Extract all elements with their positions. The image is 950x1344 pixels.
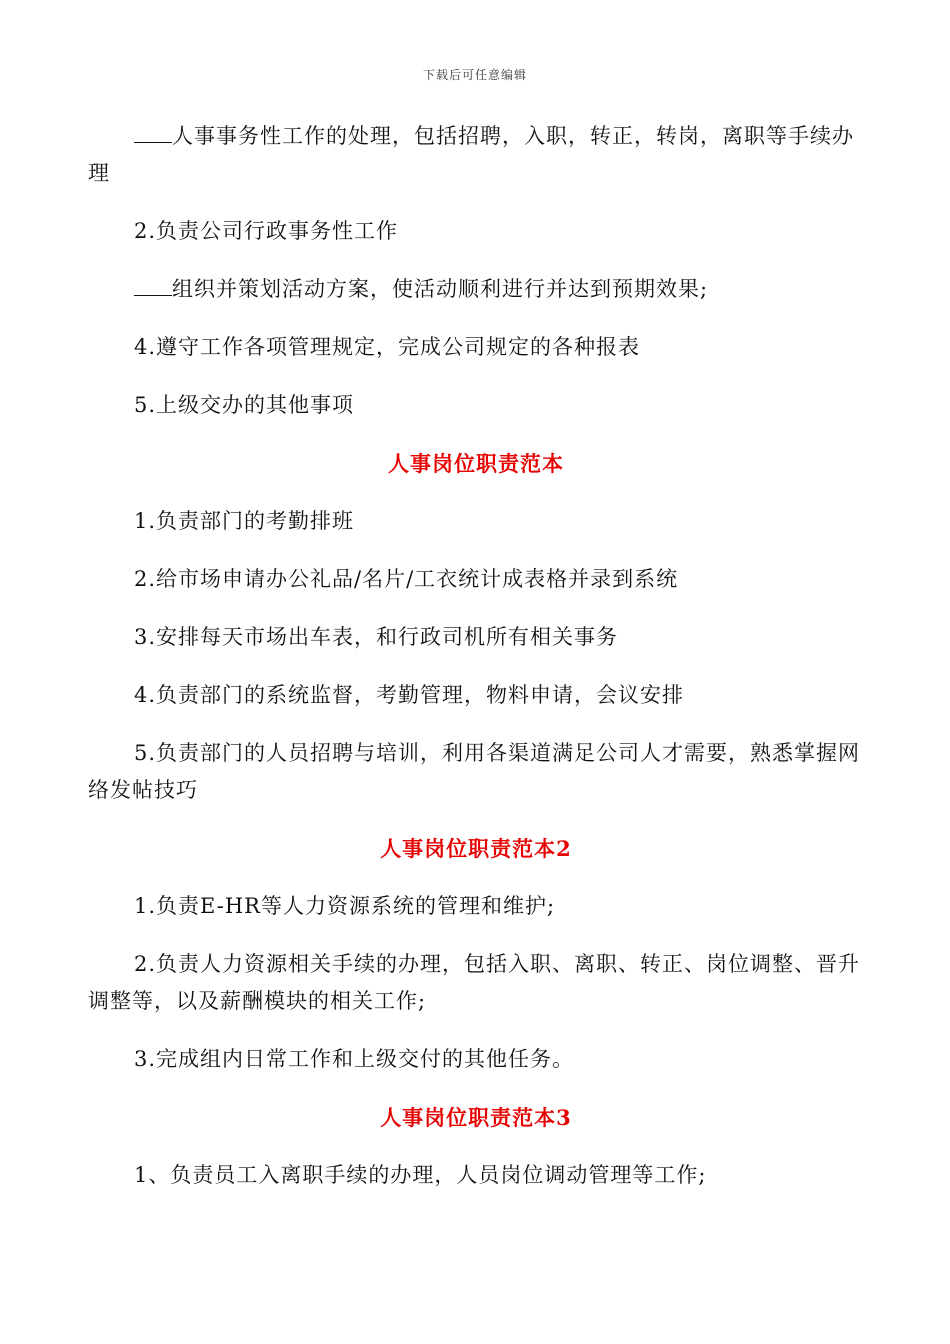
section2-item: 2.负责人力资源相关手续的办理，包括入职、离职、转正、岗位调整、晋升调整等，以及薪酬模块的相关工作;: [88, 952, 861, 1013]
paragraph-item: 5.上级交办的其他事项: [134, 393, 355, 417]
paragraph-text: 组织并策划活动方案，使活动顺利进行并达到预期效果;: [172, 277, 709, 301]
page-header-note: 下载后可任意编辑: [422, 68, 527, 82]
section1-item: 2.给市场申请办公礼品/名片/工衣统计成表格并录到系统: [134, 567, 679, 591]
section3-item: 1、负责员工入离职手续的办理，人员岗位调动管理等工作;: [134, 1163, 707, 1187]
section2-item: 3.完成组内日常工作和上级交付的其他任务。: [134, 1047, 575, 1071]
section1-item: 3.安排每天市场出车表，和行政司机所有相关事务: [134, 625, 619, 649]
section1-item: 1.负责部门的考勤排班: [134, 509, 355, 533]
paragraph-item: [88, 271, 864, 308]
paragraph-text: 人事事务性工作的处理，包括招聘，入职，转正，转岗，离职等手续办理: [88, 124, 854, 185]
section-title-2: 人事岗位职责范本2: [380, 836, 572, 861]
section2-item: 1.负责E-HR等人力资源系统的管理和维护;: [134, 894, 556, 918]
section1-item: 5.负责部门的人员招聘与培训，利用各渠道满足公司人才需要，熟悉掌握网络发帖技巧: [88, 741, 861, 802]
section1-item: 4.负责部门的系统监督，考勤管理，物料申请，会议安排: [134, 683, 685, 707]
section-title-1: 人事岗位职责范本: [388, 451, 564, 476]
blank-line: [134, 275, 172, 296]
paragraph-item: 2.负责公司行政事务性工作: [134, 219, 399, 243]
paragraph-item: 4.遵守工作各项管理规定，完成公司规定的各种报表: [134, 335, 641, 359]
section-title-3: 人事岗位职责范本3: [380, 1105, 572, 1130]
document-body: [88, 118, 864, 1215]
blank-line: [134, 122, 172, 143]
paragraph-item: [88, 118, 864, 192]
